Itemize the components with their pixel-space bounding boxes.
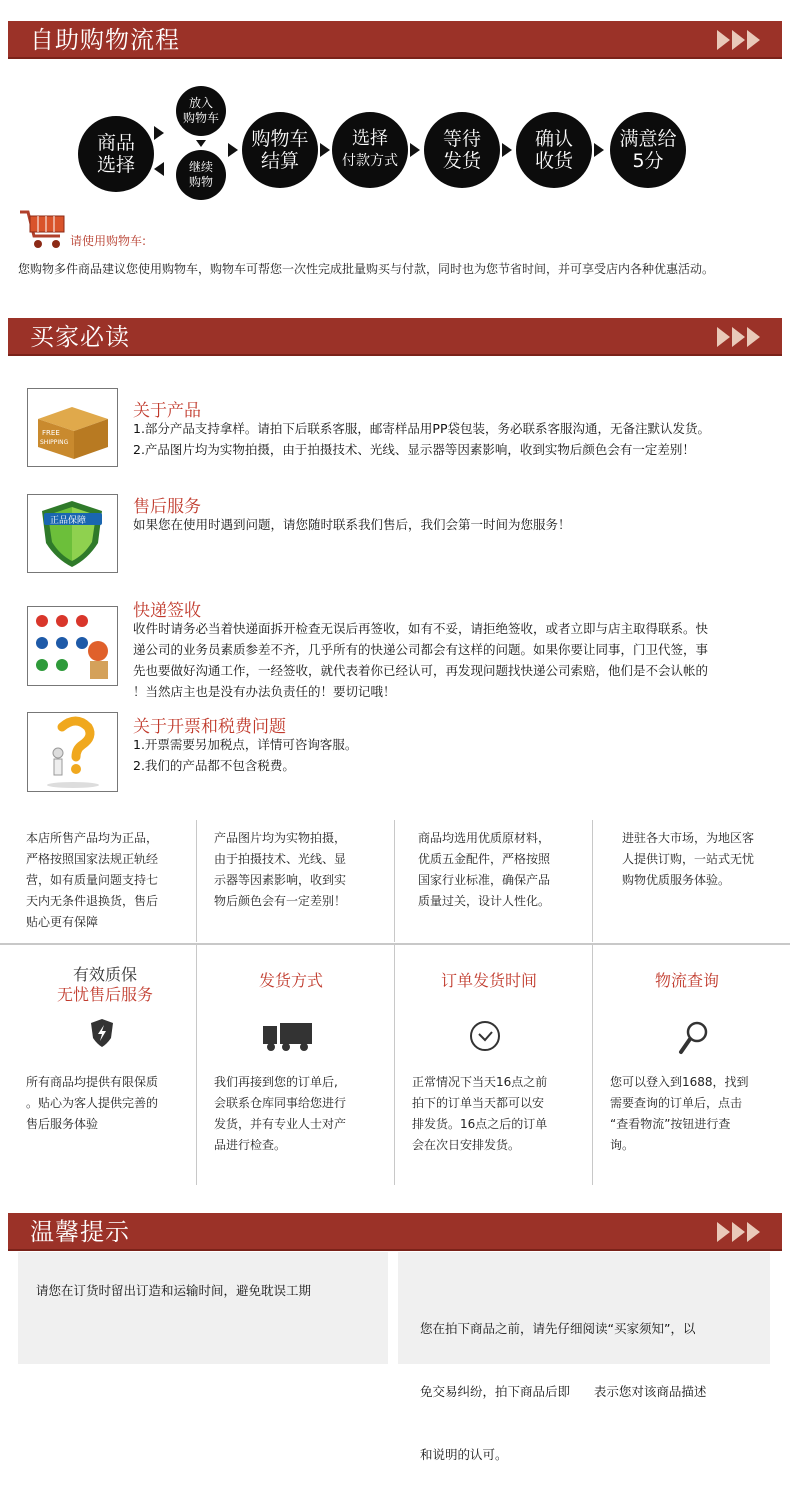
feature-text (26, 1072, 158, 1135)
courier-grid-icon (27, 606, 118, 686)
flow-text: 5分 (632, 150, 664, 172)
feature-line: 询。 (610, 1138, 635, 1152)
body-line: 1.开票需要另加税点，详情可咨询客服。 (133, 737, 358, 752)
body-line: ！当然店主也是没有办法负责任的！要切记哦！ (133, 684, 396, 699)
body-line: 先也要做好沟通工作，一经签收，就代表着你已经认可，再发现问题找快递公司索赔，他们是不会认帐的 (133, 663, 709, 678)
section-body (133, 418, 773, 460)
shopping-cart-icon (18, 206, 68, 252)
flow-step-add-cart (176, 86, 226, 136)
cart-note-text: 您购物多件商品建议您使用购物车，购物车可帮您一次性完成批量购买与付款，同时也为您节省时间，并可享受店内各种优惠活动。 (18, 262, 715, 276)
magnifier-icon (678, 1020, 710, 1056)
feature-line: 人提供订购，一站式无忧 (622, 852, 755, 866)
feature-line: 拍下的订单当天都可以安 (412, 1096, 545, 1110)
feature-line: 正常情况下当天16点之前 (412, 1075, 548, 1089)
feature-line: 示器等因素影响，收到实 (214, 873, 347, 887)
flow-text: 选择 (352, 128, 388, 149)
flow-text: 商品 (96, 132, 135, 154)
feature-text (412, 1072, 547, 1156)
section-title: 售后服务 (133, 497, 201, 517)
question-person-icon (27, 712, 118, 792)
flow-text: 发货 (442, 150, 481, 172)
feature-line: 售后服务体验 (26, 1117, 99, 1131)
feature-line: 质量过关，设计人性化。 (418, 894, 551, 908)
feature-line: 所有商品均提供有限保质 (26, 1075, 159, 1089)
section-body (133, 734, 773, 776)
feature-text (214, 1072, 346, 1156)
box-label: FREE (42, 429, 60, 437)
section-title: 关于开票和税费问题 (133, 717, 286, 737)
body-line: 2.产品图片均为实物拍摄，由于拍摄技术、光线、显示器等因素影响，收到实物后颜色会有一定差别！ (133, 442, 695, 457)
body-line: 1.部分产品支持拿样。请拍下后联系客服，邮寄样品用PP袋包装，务必联系客服沟通，无备注默认发货。 (133, 421, 711, 436)
divider (592, 945, 593, 1185)
banner-title: 买家必读 (30, 323, 130, 351)
divider (196, 820, 197, 942)
tip-text (420, 1276, 706, 1507)
feature-line: 产品图片均为实物拍摄， (214, 831, 347, 845)
feature-line: 会在次日安排发货。 (412, 1138, 521, 1152)
feature-line: 购物优质服务体验。 (622, 873, 731, 887)
shield-label: 正品保障 (50, 516, 87, 526)
divider (0, 943, 790, 945)
section-banner-buyer (8, 318, 782, 356)
flow-text: 继续 (188, 160, 213, 174)
feature-line: 优质五金配件，严格按照 (418, 852, 551, 866)
section-title: 快递签收 (133, 601, 201, 621)
arrow-right-icon (228, 143, 238, 157)
feature-text (26, 828, 158, 933)
feature-line: 贴心更有保障 (26, 915, 99, 929)
section-body (133, 514, 773, 535)
flow-text: 付款方式 (342, 153, 398, 169)
feature-line: 严格按照国家法规正轨经 (26, 852, 159, 866)
feature-text (418, 828, 550, 912)
feature-title: 发货方式 (258, 971, 323, 990)
tip-line: 您在拍下商品之前，请先仔细阅读“买家须知”，以 (420, 1321, 696, 1336)
flow-text: 结算 (260, 150, 299, 172)
lightning-shield-icon (89, 1018, 115, 1048)
feature-line: 进驻各大市场，为地区客 (622, 831, 755, 845)
arrow-right-icon (320, 143, 330, 157)
feature-line: 我们再接到您的订单后, (214, 1075, 338, 1089)
chevrons-icon (715, 1222, 760, 1242)
flow-text: 选择 (96, 154, 135, 176)
feature-line: 营，如有质量问题支持七 (26, 873, 159, 887)
feature-line: 发货，并有专业人士对产 (214, 1117, 347, 1131)
section-body (133, 618, 773, 702)
feature-title: 订单发货时间 (440, 971, 537, 990)
arrow-right-icon (502, 143, 512, 157)
clock-icon (469, 1020, 501, 1052)
feature-line: 物后颜色会有一定差别！ (214, 894, 347, 908)
feature-line: 本店所售产品均为正品， (26, 831, 159, 845)
section-title: 关于产品 (133, 401, 201, 421)
body-line: 2.我们的产品都不包含税费。 (133, 758, 295, 773)
body-line: 递公司的业务员素质参差不齐，几乎所有的快递公司都会有这样的问题。如果你要让同事，门卫代签，事 (133, 642, 709, 657)
feature-line: 需要查询的订单后，点击 (610, 1096, 743, 1110)
chevrons-icon (715, 30, 760, 50)
flow-text: 满意给 (619, 128, 677, 150)
flow-step-pay (332, 112, 408, 188)
feature-line: “查看物流”按钮进行查 (610, 1117, 731, 1131)
section-banner-flow (8, 21, 782, 59)
feature-line: 天内无条件退换货，售后 (26, 894, 159, 908)
feature-title: 物流查询 (654, 971, 719, 990)
body-line: 如果您在使用时遇到问题，请您随时联系我们售后，我们会第一时间为您服务！ (133, 517, 571, 532)
flow-text: 收货 (534, 150, 573, 172)
feature-text (214, 828, 346, 912)
box-label: SHIPPING (40, 439, 69, 446)
tip-text: 请您在订货时留出订造和运输时间，避免耽误工期 (36, 1283, 312, 1298)
tip-card (18, 1252, 388, 1364)
feature-line: 品进行检查。 (214, 1138, 287, 1152)
feature-subtitle: 无忧售后服务 (56, 985, 153, 1004)
flow-step-wait (424, 112, 500, 188)
shipping-box-icon (27, 388, 118, 467)
flow-text: 购物车 (251, 128, 309, 150)
body-line: 收件时请务必当着快递面拆开检查无误后再签收，如有不妥，请拒绝签收，或者立即与店主取得联系。快 (133, 621, 709, 636)
feature-text (622, 828, 754, 891)
divider (394, 820, 395, 942)
flow-text: 等待 (442, 128, 481, 150)
arrow-right-icon (410, 143, 420, 157)
tip-card (398, 1252, 770, 1462)
divider (394, 945, 395, 1185)
arrow-right-icon (594, 143, 604, 157)
flow-text: 确认 (534, 128, 573, 150)
feature-line: 。贴心为客人提供完善的 (26, 1096, 159, 1110)
flow-step-select (78, 116, 154, 192)
feature-title: 有效质保 (72, 965, 137, 984)
divider (196, 945, 197, 1185)
flow-text: 购物 (188, 175, 213, 189)
flow-step-rate (610, 112, 686, 188)
feature-line: 商品均选用优质原材料， (418, 831, 551, 845)
divider (592, 820, 593, 942)
banner-title: 自助购物流程 (30, 26, 180, 54)
flow-step-continue (176, 150, 226, 200)
shield-icon (27, 494, 118, 573)
cart-note-title: 请使用购物车: (70, 234, 147, 248)
chevrons-icon (715, 327, 760, 347)
feature-line: 国家行业标准，确保产品 (418, 873, 551, 887)
tip-line: 和说明的认可。 (420, 1447, 508, 1462)
section-banner-tips (8, 1213, 782, 1251)
feature-line: 由于拍摄技术、光线、显 (214, 852, 347, 866)
feature-text (610, 1072, 749, 1156)
flow-step-checkout (242, 112, 318, 188)
flow-text: 购物车 (182, 111, 219, 125)
flow-text: 放入 (188, 96, 213, 110)
arrow-right-icon (154, 126, 164, 140)
flow-step-confirm (516, 112, 592, 188)
banner-title: 温馨提示 (30, 1218, 130, 1246)
feature-line: 您可以登入到1688，找到 (610, 1075, 749, 1089)
arrow-left-icon (154, 162, 164, 176)
truck-icon (262, 1022, 314, 1052)
arrow-down-icon (196, 140, 206, 147)
tip-line: 免交易纠纷，拍下商品后即 表示您对该商品描述 (420, 1384, 707, 1399)
feature-line: 排发货。16点之后的订单 (412, 1117, 548, 1131)
feature-line: 会联系仓库同事给您进行 (214, 1096, 347, 1110)
